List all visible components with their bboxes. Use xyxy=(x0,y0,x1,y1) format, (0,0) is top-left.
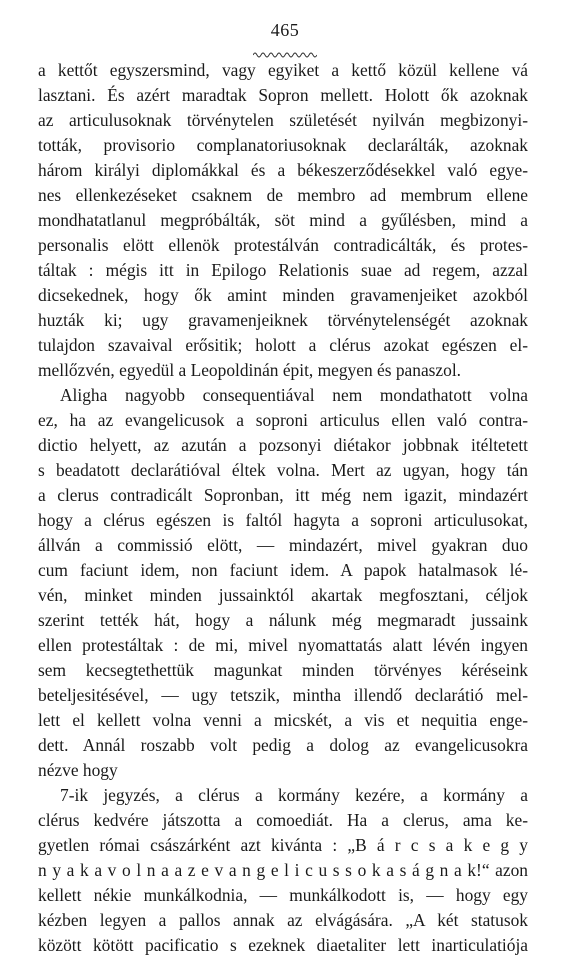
text-line: kellett nékie munkálkodnia, — munkálkodott is, — hogy egy xyxy=(38,885,528,905)
text-line: vén, minket minden jussainktól akartak megfosztani, céljok xyxy=(38,585,528,605)
text-line: nézve hogy xyxy=(38,760,118,780)
text-line: dett. Annál roszabb volt pedig a dolog az evangelicusokra xyxy=(38,735,528,755)
text-line: gyetlen római császárként azt kivánta : „B á r c s a k e g y xyxy=(38,835,528,855)
text-line: sem kecsegtethettük magunkat minden törvényes kéréseink xyxy=(38,660,528,680)
text-line: nes ellenkezéseket csaknem de membro ad membrum ellene xyxy=(38,185,528,205)
text-line: cum faciunt idem, non faciunt idem. A papok hatalmasok lé- xyxy=(38,560,528,580)
text-line: huzták ki; ugy gravamenjeiknek törvénytelenségét azoknak xyxy=(38,310,528,330)
text-line: ez, ha az evangelicusok a soproni articulus ellen való contra- xyxy=(38,410,528,430)
text-line: lett el kellett volna venni a micskét, a vis et nequitia enge- xyxy=(38,710,528,730)
text-line: táltak : mégis itt in Epilogo Relationis suae ad regem, azzal xyxy=(38,260,528,280)
text-line: a clerus contradicált Sopronban, itt még nem igazit, mindazért xyxy=(38,485,528,505)
text-line: Aligha nagyobb consequentiával nem mondathatott volna xyxy=(60,385,528,405)
text-line: az articulusoknak törvénytelen születését nyilván megbizonyi- xyxy=(38,110,528,130)
text-line: állván a commissió elött, — mindazért, mivel gyakran duo xyxy=(38,535,528,555)
text-line: a kettőt egyszersmind, vagy egyiket a kettő közül kellene vá xyxy=(38,60,528,80)
text-line: tulajdon szavaival erősitik; holott a clérus azokat egészen el- xyxy=(38,335,528,355)
text-line: n y a k a v o l n a a z e v a n g e l i c u s s o k a s á g n a k!“ azon xyxy=(38,860,528,880)
text-line: három királyi diplomákkal és a békeszerződésekkel való egye- xyxy=(38,160,528,180)
body-text xyxy=(38,58,528,958)
text-line: personalis elött ellenök protestálván contradicálták, és protes- xyxy=(38,235,528,255)
text-line: kézben legyen a pallos annak az elvágására. „A két statusok xyxy=(38,910,528,930)
text-line: tották, provisorio complanatoriusoknak declarálták, azoknak xyxy=(38,135,528,155)
text-line: között kötött pacificatio s ezeknek diaetaliter lett inarticulatiója xyxy=(38,935,528,955)
text-line: hogy a clérus egészen is faltól hagyta a soproni articulusokat, xyxy=(38,510,528,530)
text-line: dicsekednek, hogy ők amint minden gravamenjeiket azokból xyxy=(38,285,528,305)
header-ornament xyxy=(0,44,570,52)
text-line: szerint tették hát, hogy a nálunk még megmaradt jussaink xyxy=(38,610,528,630)
text-line: mellőzvén, egyedül a Leopoldinán épit, megyen és panaszol. xyxy=(38,360,462,380)
text-line: beteljesitésével, — ugy tetszik, mintha illendő declarátió mel- xyxy=(38,685,528,705)
text-line: ellen protestáltak : de mi, mivel nyomattatás alatt lévén ingyen xyxy=(38,635,528,655)
page-number: 465 xyxy=(270,20,300,40)
text-line: lasztani. És azért maradtak Sopron mellett. Holott ők azoknak xyxy=(38,85,528,105)
text-line: mondhatatlanul megpróbálták, söt mind a gyűlésben, mind a xyxy=(38,210,528,230)
text-line: clérus kedvére játszotta a comoediát. Ha a clerus, ama ke- xyxy=(38,810,528,830)
text-line: s beadatott declarátióval éltek volna. Mert az ugyan, hogy tán xyxy=(38,460,528,480)
text-line: 7-ik jegyzés, a clérus a kormány kezére, a kormány a xyxy=(60,785,528,805)
text-line: dictio helyett, az azután a pozsonyi diétakor jobbnak itéltetett xyxy=(38,435,528,455)
